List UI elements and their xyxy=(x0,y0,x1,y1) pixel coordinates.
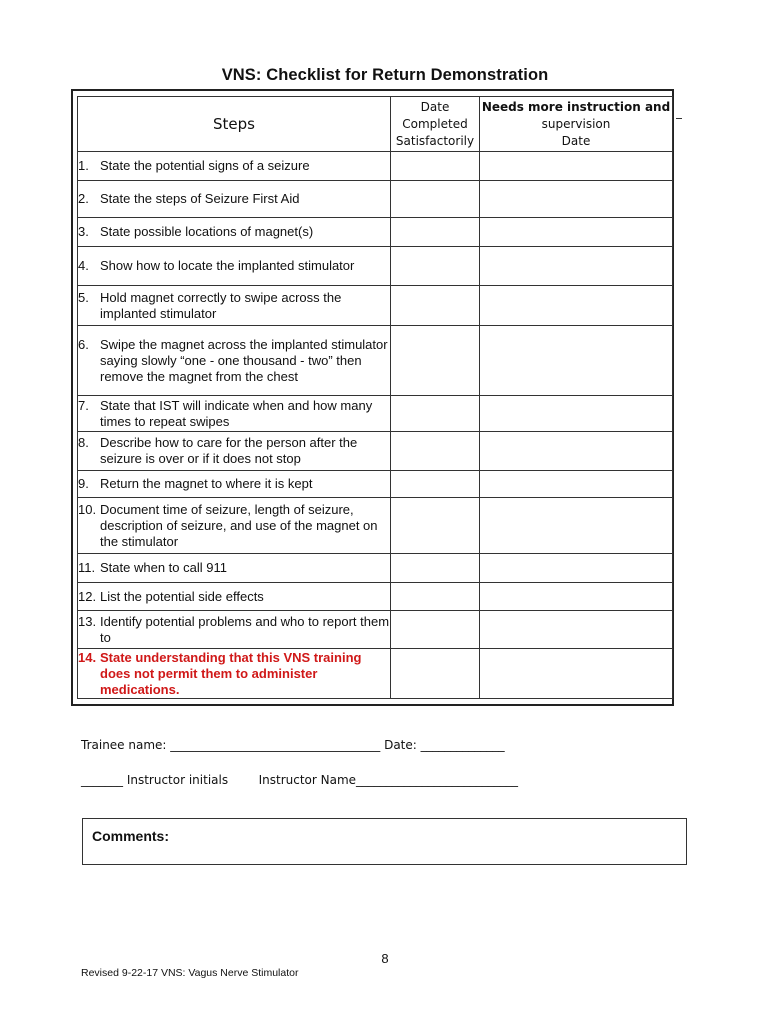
step-cell xyxy=(78,432,391,471)
needs-instruction-cell[interactable] xyxy=(480,326,673,396)
step-text: Show how to locate the implanted stimulator xyxy=(100,258,355,273)
date-completed-cell[interactable] xyxy=(391,218,480,247)
table-row xyxy=(78,611,673,649)
date-completed-cell[interactable] xyxy=(391,471,480,498)
comments-box[interactable] xyxy=(82,818,687,865)
date-completed-cell[interactable] xyxy=(391,583,480,611)
needs-instruction-cell[interactable] xyxy=(480,396,673,432)
needs-header-line: Needs more instruction and xyxy=(481,99,671,114)
table-row xyxy=(78,498,673,554)
table-row xyxy=(78,181,673,218)
step-number: 10. xyxy=(78,501,97,517)
step-cell xyxy=(78,471,391,498)
table-row xyxy=(78,583,673,611)
date-completed-cell[interactable] xyxy=(391,498,480,554)
table-row-highlighted xyxy=(78,649,673,699)
date-completed-cell[interactable] xyxy=(391,649,480,699)
checklist-table xyxy=(77,96,673,699)
step-cell xyxy=(78,583,391,611)
step-number: 6. xyxy=(78,336,89,352)
step-number: 13. xyxy=(78,613,97,629)
document-title: VNS: Checklist for Return Demonstration xyxy=(221,66,549,84)
step-cell xyxy=(78,649,391,699)
date-completed-cell[interactable] xyxy=(391,432,480,471)
date-completed-cell[interactable] xyxy=(391,181,480,218)
needs-instruction-cell[interactable] xyxy=(480,432,673,471)
step-text: State the potential signs of a seizure xyxy=(100,158,310,173)
header-row xyxy=(78,97,673,152)
date-completed-cell[interactable] xyxy=(391,396,480,432)
step-text: Identify potential problems and who to report them to xyxy=(100,613,390,645)
table-row xyxy=(78,286,673,326)
step-number: 9. xyxy=(78,476,89,491)
date-completed-cell[interactable] xyxy=(391,286,480,326)
step-number: 14. xyxy=(78,649,97,665)
table-row xyxy=(78,396,673,432)
steps-header: Steps xyxy=(78,97,391,152)
revision-footer: Revised 9-22-17 VNS: Vagus Nerve Stimulator xyxy=(81,967,299,979)
date-completed-cell[interactable] xyxy=(391,554,480,583)
step-text: State the steps of Seizure First Aid xyxy=(100,191,300,206)
table-row xyxy=(78,247,673,286)
step-text: Describe how to care for the person after the seizure is over or if it does not stop xyxy=(100,435,358,466)
step-cell xyxy=(78,152,391,181)
step-text: State possible locations of magnet(s) xyxy=(100,224,314,239)
comments-label: Comments: xyxy=(92,828,170,844)
step-text: State understanding that this VNS training does not permit them to administer medications. xyxy=(100,649,362,697)
step-number: 5. xyxy=(78,289,89,305)
needs-instruction-cell[interactable] xyxy=(480,247,673,286)
step-cell xyxy=(78,396,391,432)
needs-instruction-cell[interactable] xyxy=(480,649,673,699)
needs-instruction-cell[interactable] xyxy=(480,152,673,181)
table-row xyxy=(78,554,673,583)
date-header-line: Date xyxy=(420,99,450,114)
frame-tick xyxy=(676,118,682,119)
table-row xyxy=(78,432,673,471)
needs-header-line: supervision xyxy=(541,116,611,131)
needs-instruction-cell[interactable] xyxy=(480,218,673,247)
date-header-line: Completed xyxy=(402,116,468,131)
date-completed-header xyxy=(391,97,480,152)
needs-header-line: Date xyxy=(561,133,591,148)
needs-instruction-cell[interactable] xyxy=(480,181,673,218)
date-completed-cell[interactable] xyxy=(391,247,480,286)
step-cell xyxy=(78,611,391,649)
step-cell xyxy=(78,326,391,396)
date-completed-cell[interactable] xyxy=(391,611,480,649)
step-text: Return the magnet to where it is kept xyxy=(100,476,313,491)
step-number: 11. xyxy=(78,560,96,575)
step-number: 4. xyxy=(78,258,89,273)
date-header-line: Satisfactorily xyxy=(395,133,475,148)
step-text: Swipe the magnet across the implanted stimulator saying slowly “one - one thousand - two” then remove the magnet from the chest xyxy=(100,336,388,384)
step-number: 1. xyxy=(78,158,89,173)
needs-instruction-cell[interactable] xyxy=(480,498,673,554)
table-row xyxy=(78,218,673,247)
step-text: List the potential side effects xyxy=(100,588,264,604)
table-row xyxy=(78,326,673,396)
date-completed-cell[interactable] xyxy=(391,152,480,181)
step-number: 3. xyxy=(78,224,89,239)
step-text: State that IST will indicate when and how many times to repeat swipes xyxy=(100,397,373,429)
table-row xyxy=(78,152,673,181)
step-cell xyxy=(78,286,391,326)
step-number: 7. xyxy=(78,397,89,413)
step-cell xyxy=(78,498,391,554)
step-cell xyxy=(78,181,391,218)
trainee-name-line[interactable]: Trainee name: ___________________________________ Date: ______________ xyxy=(81,738,505,752)
needs-instruction-header xyxy=(480,97,673,152)
step-cell xyxy=(78,247,391,286)
needs-instruction-cell[interactable] xyxy=(480,286,673,326)
step-cell xyxy=(78,554,391,583)
needs-instruction-cell[interactable] xyxy=(480,471,673,498)
page-number: 8 xyxy=(381,951,389,966)
step-text: Document time of seizure, length of seizure, description of seizure, and use of the magnet on the stimulator xyxy=(100,501,378,549)
table-row xyxy=(78,471,673,498)
step-text: State when to call 911 xyxy=(100,560,227,575)
date-completed-cell[interactable] xyxy=(391,326,480,396)
needs-instruction-cell[interactable] xyxy=(480,611,673,649)
instructor-line[interactable]: _______ Instructor initials Instructor Name___________________________ xyxy=(81,773,519,787)
needs-instruction-cell[interactable] xyxy=(480,554,673,583)
step-number: 12. xyxy=(78,588,97,604)
needs-instruction-cell[interactable] xyxy=(480,583,673,611)
step-text: Hold magnet correctly to swipe across the implanted stimulator xyxy=(100,289,342,321)
step-number: 2. xyxy=(78,191,89,206)
step-number: 8. xyxy=(78,435,89,450)
step-cell xyxy=(78,218,391,247)
